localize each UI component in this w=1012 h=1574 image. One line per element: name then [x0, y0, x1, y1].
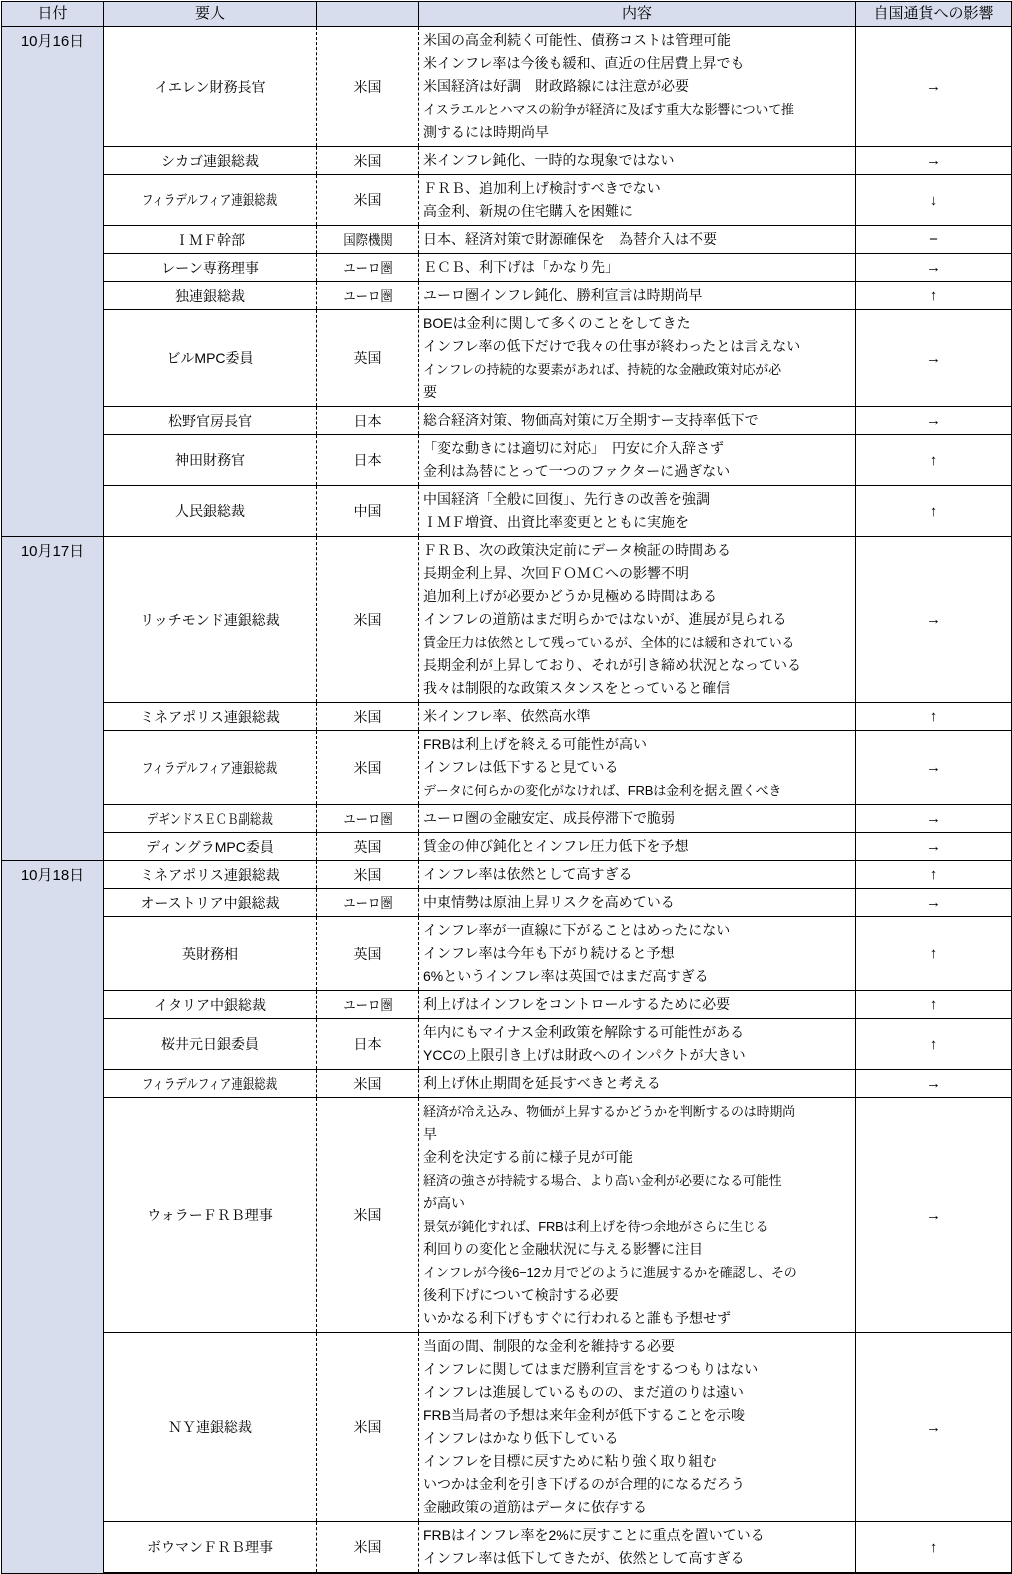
person-label: ディングラMPC委員: [146, 838, 274, 855]
impact-cell: [856, 175, 1012, 226]
country-label: 米国: [353, 1207, 382, 1223]
country-label: 米国: [353, 1075, 382, 1092]
content-line: インフレ率は依然として高すぎる: [423, 866, 633, 882]
person-cell: [104, 861, 317, 889]
impact-cell: [856, 1098, 1012, 1333]
country-cell: [317, 310, 419, 407]
table-body: [2, 27, 1012, 1574]
column-header-country: [317, 2, 419, 27]
person-cell: [104, 833, 317, 861]
table-row: [2, 175, 1012, 226]
person-label: フィラデルフィア連銀総裁: [142, 1075, 278, 1092]
official-remarks-table: [1, 1, 1012, 1574]
content-cell: [419, 703, 856, 731]
impact-cell: [856, 310, 1012, 407]
content-line: 中東情勢は原油上昇リスクを高めている: [423, 894, 675, 910]
table-row: [2, 486, 1012, 537]
arrow-right-icon: →: [926, 759, 941, 776]
arrow-right-icon: →: [926, 894, 941, 911]
country-label: 中国: [353, 503, 382, 519]
country-label: 英国: [353, 945, 382, 962]
content-line: 賃金の伸び鈍化とインフレ圧力低下を予想: [423, 838, 689, 854]
content-line: 経済が冷え込み、物価が上昇するかどうかを判断するのは時期尚: [423, 1104, 795, 1119]
table-row: [2, 1522, 1012, 1574]
impact-cell: [856, 486, 1012, 537]
table-header: [2, 2, 1012, 27]
content-cell: [419, 310, 856, 407]
content-cell: [419, 991, 856, 1019]
country-label: 米国: [353, 78, 382, 95]
content-cell: [419, 1019, 856, 1070]
date-cell: 10月17日: [2, 537, 104, 861]
impact-cell: [856, 1522, 1012, 1574]
person-label: フィラデルフィア連銀総裁: [142, 192, 278, 208]
arrow-up-icon: ↑: [929, 945, 938, 962]
content-cell: [419, 27, 856, 147]
content-line: FRB当局者の予想は来年金利が低下することを示唆: [423, 1407, 745, 1423]
table-row: [2, 1019, 1012, 1070]
person-cell: [104, 537, 317, 703]
country-label: ユーロ圏: [342, 894, 393, 911]
person-label: イタリア中銀総裁: [154, 996, 266, 1013]
country-label: 米国: [353, 1539, 382, 1555]
person-cell: [104, 1019, 317, 1070]
country-cell: [317, 1098, 419, 1333]
content-cell: [419, 1098, 856, 1333]
content-cell: [419, 1070, 856, 1098]
arrow-right-icon: →: [926, 259, 941, 276]
country-cell: [317, 861, 419, 889]
content-line: FRBは利上げを終える可能性が高い: [423, 736, 647, 752]
table-row: [2, 1333, 1012, 1522]
person-label: デギンドスＥＣＢ副総裁: [146, 810, 274, 827]
date-cell: 10月18日: [2, 861, 104, 1574]
person-cell: [104, 226, 317, 254]
content-line: 要: [423, 384, 437, 400]
impact-cell: [856, 861, 1012, 889]
column-header-date: 日付: [2, 2, 104, 27]
content-cell: [419, 407, 856, 435]
table-row: [2, 310, 1012, 407]
content-cell: [419, 175, 856, 226]
country-label: 米国: [353, 192, 382, 208]
country-label: 英国: [353, 838, 382, 855]
person-label: 人民銀総裁: [175, 503, 245, 519]
person-label: オーストリア中銀総裁: [140, 894, 280, 911]
person-label: 神田財務官: [175, 452, 245, 468]
country-cell: [317, 147, 419, 175]
content-line: 中国経済「全般に回復」、先行きの改善を強調: [423, 491, 710, 507]
content-line: いかなる利下げもすぐに行われると誰も予想せず: [423, 1310, 731, 1326]
content-line: 金利は為替にとって一つのファクターに過ぎない: [423, 463, 731, 479]
content-cell: [419, 1333, 856, 1522]
content-line: 利回りの変化と金融状況に与える影響に注目: [423, 1241, 703, 1257]
table-row: [2, 435, 1012, 486]
content-line: インフレに関してはまだ勝利宣言をするつもりはない: [423, 1361, 759, 1377]
country-label: 日本: [353, 412, 382, 429]
impact-cell: [856, 537, 1012, 703]
content-line: インフレは低下すると見ている: [423, 759, 619, 775]
person-label: 松野官房長官: [168, 412, 252, 429]
person-cell: [104, 991, 317, 1019]
arrow-right-icon: →: [926, 1075, 941, 1092]
arrow-right-icon: →: [926, 1206, 941, 1224]
content-line: 金利を決定する前に様子見が可能: [423, 1149, 633, 1165]
arrow-right-icon: →: [926, 1418, 941, 1436]
person-label: ミネアポリス連銀総裁: [140, 866, 280, 883]
person-cell: [104, 917, 317, 991]
person-cell: [104, 175, 317, 226]
person-cell: [104, 27, 317, 147]
content-line: 賃金圧力は依然として残っているが、全体的には緩和されている: [423, 635, 795, 650]
arrow-up-icon: ↑: [929, 1035, 938, 1053]
country-cell: [317, 1522, 419, 1574]
table-row: [2, 889, 1012, 917]
person-cell: [104, 731, 317, 805]
person-label: レーン専務理事: [161, 259, 259, 276]
content-line: ユーロ圏インフレ鈍化、勝利宣言は時期尚早: [423, 287, 703, 303]
content-cell: [419, 861, 856, 889]
impact-cell: [856, 833, 1012, 861]
arrow-right-icon: →: [926, 78, 941, 95]
content-line: 高金利、新規の住宅購入を困難に: [423, 203, 633, 219]
content-cell: [419, 147, 856, 175]
arrow-right-icon: →: [926, 611, 941, 628]
impact-cell: [856, 991, 1012, 1019]
person-label: 英財務相: [182, 945, 238, 962]
content-line: 米インフレ率は今後も緩和、直近の住居費上昇でも: [423, 55, 745, 71]
impact-cell: [856, 254, 1012, 282]
content-cell: [419, 486, 856, 537]
content-cell: [419, 1522, 856, 1574]
country-cell: [317, 407, 419, 435]
country-cell: [317, 731, 419, 805]
country-label: 米国: [353, 152, 382, 169]
country-label: ユーロ圏: [342, 287, 393, 304]
country-label: 国際機関: [342, 231, 393, 248]
content-line: インフレはかなり低下している: [423, 1430, 619, 1446]
content-line: 当面の間、制限的な金利を維持する必要: [423, 1338, 675, 1354]
content-line: ＩＭＦ増資、出資比率変更とともに実施を: [423, 514, 689, 530]
arrow-right-icon: →: [926, 349, 941, 367]
country-label: 米国: [353, 866, 382, 883]
person-label: 独連銀総裁: [175, 287, 245, 304]
content-line: インフレ率は低下してきたが、依然として高すぎる: [423, 1550, 745, 1566]
country-label: 日本: [353, 452, 382, 468]
content-line: インフレを目標に戻すために粘り強く取り組む: [423, 1453, 717, 1469]
content-line: 経済の強さが持続する場合、より高い金利が必要になる可能性: [423, 1173, 782, 1188]
country-cell: [317, 175, 419, 226]
content-line: 米国経済は好調 財政路線には注意が必要: [423, 78, 689, 94]
country-label: 米国: [353, 1419, 382, 1435]
impact-cell: [856, 703, 1012, 731]
person-cell: [104, 486, 317, 537]
person-label: ＮＹ連銀総裁: [168, 1419, 252, 1435]
table-row: [2, 537, 1012, 703]
person-label: ウォラーＦＲＢ理事: [147, 1207, 273, 1223]
arrow-right-icon: →: [926, 412, 941, 429]
date-cell: 10月16日: [2, 27, 104, 537]
content-line: BOEは金利に関して多くのことをしてきた: [423, 315, 691, 331]
content-line: データに何らかの変化がなければ、FRBは金利を据え置くべき: [423, 783, 782, 798]
country-label: 米国: [353, 611, 382, 628]
country-cell: [317, 282, 419, 310]
table-row: [2, 226, 1012, 254]
impact-cell: [856, 889, 1012, 917]
country-cell: [317, 833, 419, 861]
impact-cell: [856, 407, 1012, 435]
table-row: [2, 254, 1012, 282]
person-cell: [104, 889, 317, 917]
person-cell: [104, 1522, 317, 1574]
content-line: ＥＣＢ、利下げは「かなり先」: [423, 259, 619, 275]
content-line: インフレの持続的な要素があれば、持続的な金融政策対応が必: [423, 362, 781, 377]
content-cell: [419, 282, 856, 310]
country-label: 英国: [353, 350, 382, 366]
country-label: 日本: [353, 1036, 382, 1052]
country-label: ユーロ圏: [342, 996, 393, 1013]
impact-cell: [856, 282, 1012, 310]
content-line: インフレ率の低下だけで我々の仕事が終わったとは言えない: [423, 338, 801, 354]
country-cell: [317, 27, 419, 147]
content-line: 後利下げについて検討する必要: [423, 1287, 619, 1303]
country-cell: [317, 917, 419, 991]
content-cell: [419, 833, 856, 861]
person-cell: [104, 407, 317, 435]
content-cell: [419, 254, 856, 282]
person-label: 桜井元日銀委員: [161, 1036, 259, 1052]
content-line: インフレの道筋はまだ明らかではないが、進展が見られる: [423, 611, 787, 627]
dash-neutral-icon: −: [929, 231, 938, 248]
table-row: [2, 731, 1012, 805]
person-label: リッチモンド連銀総裁: [140, 611, 280, 628]
country-cell: [317, 805, 419, 833]
content-cell: [419, 435, 856, 486]
content-line: 我々は制限的な政策スタンスをとっていると確信: [423, 680, 731, 696]
content-line: 金融政策の道筋はデータに依存する: [423, 1499, 647, 1515]
country-cell: [317, 1333, 419, 1522]
content-line: 米インフレ鈍化、一時的な現象ではない: [423, 152, 675, 168]
table-row: [2, 805, 1012, 833]
arrow-up-icon: ↑: [929, 708, 938, 725]
table-row: [2, 282, 1012, 310]
impact-cell: [856, 1019, 1012, 1070]
header-row: [2, 2, 1012, 27]
content-line: 早: [423, 1126, 437, 1142]
table-row: [2, 27, 1012, 147]
arrow-right-icon: →: [926, 838, 941, 855]
impact-cell: [856, 1333, 1012, 1522]
arrow-right-icon: →: [926, 152, 941, 169]
person-cell: [104, 1098, 317, 1333]
person-cell: [104, 147, 317, 175]
person-label: ＩＭＦ幹部: [175, 231, 245, 248]
table-row: [2, 861, 1012, 889]
person-cell: [104, 703, 317, 731]
arrow-up-icon: ↑: [929, 1538, 938, 1556]
country-cell: [317, 889, 419, 917]
person-label: ビルMPC委員: [166, 350, 254, 366]
table-row: [2, 991, 1012, 1019]
person-label: シカゴ連銀総裁: [161, 152, 259, 169]
table-row: [2, 917, 1012, 991]
content-line: インフレ率が一直線に下がることはめったにない: [423, 922, 731, 938]
person-cell: [104, 254, 317, 282]
arrow-down-icon: ↓: [929, 191, 938, 209]
content-cell: [419, 537, 856, 703]
table-row: [2, 1098, 1012, 1333]
impact-cell: [856, 27, 1012, 147]
country-cell: [317, 254, 419, 282]
content-line: インフレが今後6−12カ月でどのように進展するかを確認し、その: [423, 1265, 797, 1280]
country-cell: [317, 486, 419, 537]
person-cell: [104, 1070, 317, 1098]
content-cell: [419, 731, 856, 805]
arrow-up-icon: ↑: [929, 502, 938, 520]
content-line: が高い: [423, 1195, 465, 1211]
country-cell: [317, 703, 419, 731]
content-line: 米国の高金利続く可能性、債務コストは管理可能: [423, 32, 731, 48]
column-header-person: 要人: [104, 2, 317, 27]
content-line: YCCの上限引き上げは財政へのインパクトが大きい: [423, 1047, 746, 1063]
content-line: インフレは進展しているものの、まだ道のりは遠い: [423, 1384, 744, 1400]
content-line: インフレ率は今年も下がり続けると予想: [423, 945, 675, 961]
country-cell: [317, 1019, 419, 1070]
table-row: [2, 1070, 1012, 1098]
content-line: FRBはインフレ率を2%に戻すことに重点を置いている: [423, 1527, 765, 1543]
table-row: [2, 407, 1012, 435]
person-label: ボウマンＦＲＢ理事: [147, 1539, 273, 1555]
country-label: ユーロ圏: [342, 259, 393, 276]
impact-cell: [856, 147, 1012, 175]
table-row: [2, 147, 1012, 175]
content-line: イスラエルとハマスの紛争が経済に及ぼす重大な影響について推: [423, 102, 794, 117]
column-header-impact: 自国通貨への影響: [856, 2, 1012, 27]
table-row: [2, 833, 1012, 861]
person-cell: [104, 282, 317, 310]
person-cell: [104, 435, 317, 486]
content-cell: [419, 889, 856, 917]
country-cell: [317, 435, 419, 486]
person-cell: [104, 1333, 317, 1522]
content-line: いつかは金利を引き下げるのが合理的になるだろう: [423, 1476, 745, 1492]
content-line: ＦＲＢ、次の政策決定前にデータ検証の時間ある: [423, 542, 731, 558]
impact-cell: [856, 226, 1012, 254]
person-label: イエレン財務長官: [154, 78, 266, 95]
impact-cell: [856, 1070, 1012, 1098]
column-header-content: 内容: [419, 2, 856, 27]
person-label: フィラデルフィア連銀総裁: [142, 759, 278, 776]
content-line: 測するには時期尚早: [423, 124, 549, 140]
arrow-up-icon: ↑: [929, 287, 938, 304]
impact-cell: [856, 731, 1012, 805]
content-line: 追加利上げが必要かどうか見極める時間はある: [423, 588, 717, 604]
country-label: 米国: [353, 708, 382, 725]
content-line: ＦＲＢ、追加利上げ検討すべきでない: [423, 180, 661, 196]
person-label: ミネアポリス連銀総裁: [140, 708, 280, 725]
content-line: 長期金利上昇、次回ＦＯＭＣへの影響不明: [423, 565, 689, 581]
content-line: 景気が鈍化すれば、FRBは利上げを待つ余地がさらに生じる: [423, 1219, 769, 1234]
arrow-up-icon: ↑: [929, 451, 938, 469]
country-cell: [317, 537, 419, 703]
content-line: ユーロ圏の金融安定、成長停滞下で脆弱: [423, 810, 675, 826]
impact-cell: [856, 917, 1012, 991]
person-cell: [104, 805, 317, 833]
content-line: 日本、経済対策で財源確保を 為替介入は不要: [423, 231, 717, 247]
country-label: ユーロ圏: [342, 810, 393, 827]
content-cell: [419, 917, 856, 991]
content-line: 利上げはインフレをコントロールするために必要: [423, 996, 731, 1012]
country-cell: [317, 991, 419, 1019]
person-cell: [104, 310, 317, 407]
content-cell: [419, 226, 856, 254]
content-line: 年内にもマイナス金利政策を解除する可能性がある: [423, 1024, 745, 1040]
content-line: 総合経済対策、物価高対策に万全期すー支持率低下で: [423, 412, 759, 428]
content-line: 米インフレ率、依然高水準: [423, 708, 591, 724]
table-row: [2, 703, 1012, 731]
arrow-right-icon: →: [926, 810, 941, 827]
country-cell: [317, 1070, 419, 1098]
country-label: 米国: [353, 759, 382, 776]
country-cell: [317, 226, 419, 254]
arrow-up-icon: ↑: [929, 866, 938, 883]
content-line: 利上げ休止期間を延長すべきと考える: [423, 1075, 661, 1091]
arrow-up-icon: ↑: [929, 996, 938, 1013]
content-cell: [419, 805, 856, 833]
impact-cell: [856, 805, 1012, 833]
content-line: 「変な動きには適切に対応」 円安に介入辞さず: [423, 440, 724, 456]
impact-cell: [856, 435, 1012, 486]
content-line: 6%というインフレ率は英国ではまだ高すぎる: [423, 968, 709, 984]
content-line: 長期金利が上昇しており、それが引き締め状況となっている: [423, 657, 801, 673]
